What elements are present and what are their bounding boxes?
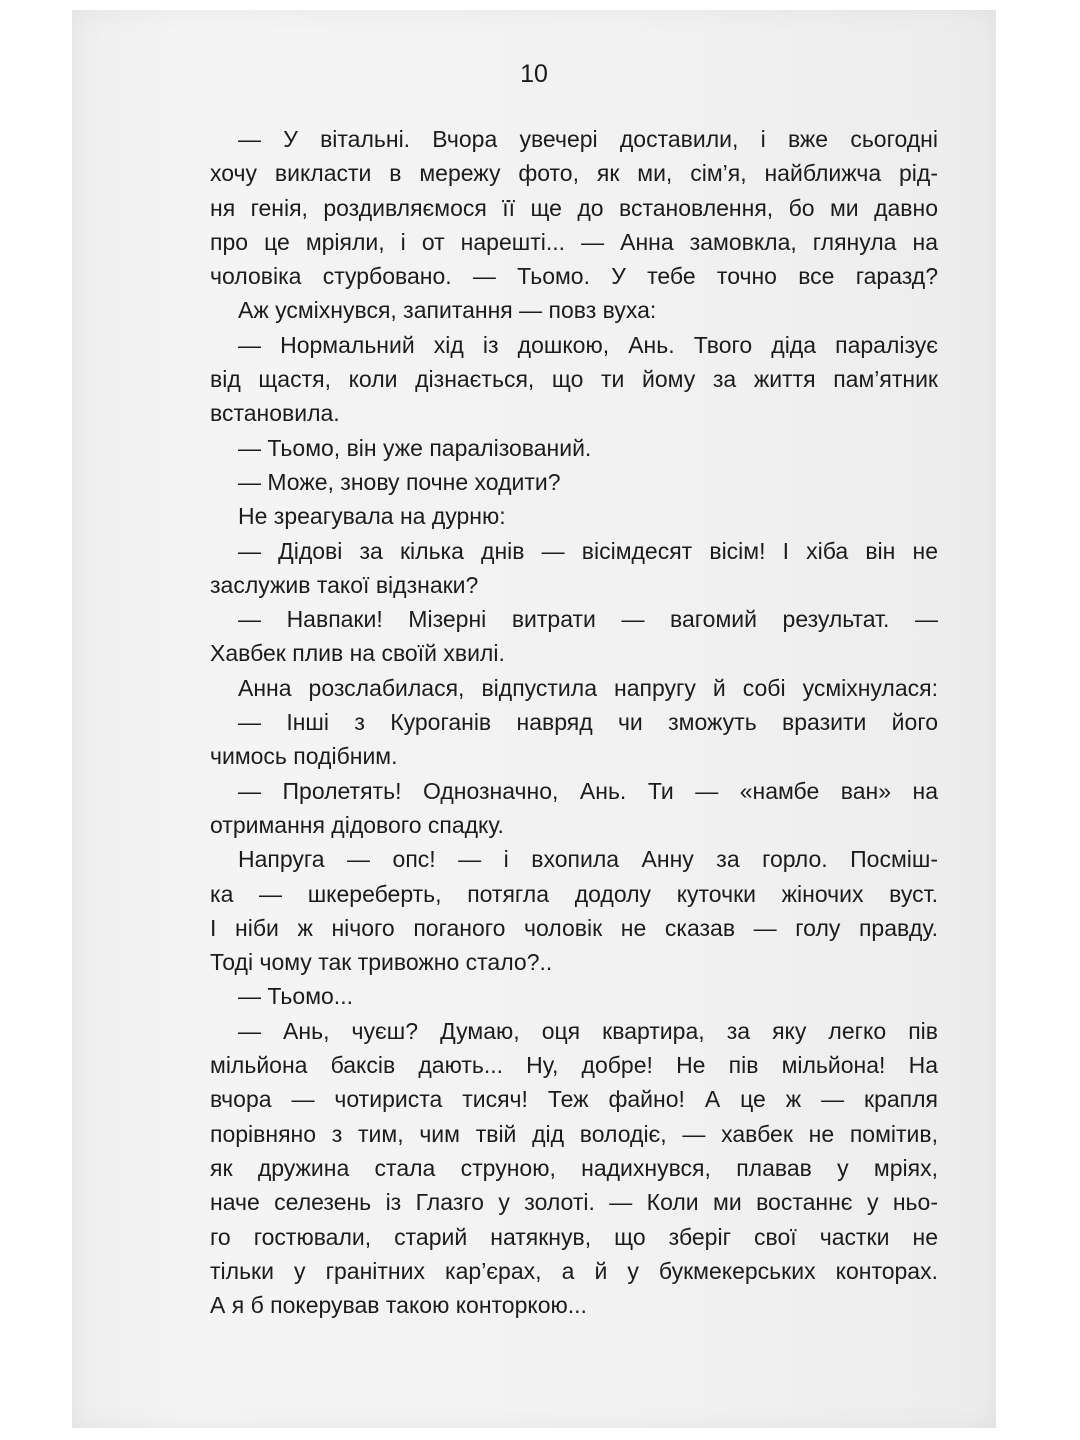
text-line: — Тьомо... <box>238 983 353 1010</box>
text-line: го гостювали, старий натякнув, що зберіг свої частки не <box>210 1223 938 1250</box>
text-line: ня генія, роздивляємося її ще до встановлення, бо ми давно <box>210 194 938 221</box>
page-number: 10 <box>520 60 548 88</box>
text-line: — Інші з Куроганів навряд чи зможуть вразити його <box>238 709 938 736</box>
text-line: Напруга — опс! — і вхопила Анну за горло. Посміш- <box>238 846 938 873</box>
text-line: наче селезень із Глазго у золоті. — Коли ми востаннє у ньо- <box>210 1189 938 1216</box>
text-line: Хавбек плив на своїй хвилі. <box>210 640 505 667</box>
text-line: — Ань, чуєш? Думаю, оця квартира, за яку легко пів <box>238 1017 938 1044</box>
text-line: — Навпаки! Мізерні витрати — вагомий результат. — <box>238 606 938 633</box>
text-line: — Тьомо, він уже паралізований. <box>238 434 592 461</box>
text-line: вчора — чотириста тисяч! Теж файно! А це ж — крапля <box>210 1086 938 1113</box>
text-line: чоловіка стурбовано. — Тьомо. У тебе точно все гаразд? <box>210 263 938 290</box>
text-line: Анна розслабилася, відпустила напругу й собі усміхнулася: <box>238 674 938 701</box>
text-line: А я б покерував такою конторкою... <box>210 1292 587 1319</box>
text-line: Аж усміхнувся, запитання — повз вуха: <box>238 297 657 324</box>
text-line: — Дідові за кілька днів — вісімдесят вісім! І хіба він не <box>238 537 938 564</box>
text-line: хочу викласти в мережу фото, як ми, сім’я, найближча рід- <box>210 160 938 187</box>
book-page <box>72 10 996 1428</box>
text-line: Тоді чому так тривожно стало?.. <box>210 949 553 976</box>
text-line: — Може, знову почне ходити? <box>238 468 561 495</box>
text-line: встановила. <box>210 400 340 427</box>
text-line: про це мріяли, і от нарешті... — Анна замовкла, глянула на <box>210 228 938 255</box>
text-line: ка — шкереберть, потягла додолу куточки жіночих вуст. <box>210 880 938 907</box>
text-line: І ніби ж нічого поганого чоловік не сказав — голу правду. <box>210 914 938 941</box>
text-line: мільйона баксів дають... Ну, добре! Не пів мільйона! На <box>210 1052 938 1079</box>
text-line: — Нормальний хід із дошкою, Ань. Твого діда паралізує <box>238 331 938 358</box>
text-line: — У вітальні. Вчора увечері доставили, і вже сьогодні <box>238 126 938 152</box>
text-line: чимось подібним. <box>210 743 398 770</box>
text-line: порівняно з тим, чим твій дід володіє, — хавбек не помітив, <box>210 1120 938 1147</box>
text-line: — Пролетять! Однозначно, Ань. Ти — «намбе ван» на <box>238 777 938 804</box>
text-line: тільки у гранітних кар’єрах, а й у букмекерських конторах. <box>210 1257 938 1284</box>
text-line: від щастя, коли дізнається, що ти йому за життя пам’ятник <box>210 366 938 393</box>
body-text <box>210 122 938 1322</box>
text-line: заслужив такої відзнаки? <box>210 571 479 598</box>
text-line: отримання дідового спадку. <box>210 811 504 838</box>
text-line: як дружина стала струною, надихнувся, плавав у мріях, <box>210 1154 938 1181</box>
text-line: Не зреагувала на дурню: <box>238 503 506 530</box>
